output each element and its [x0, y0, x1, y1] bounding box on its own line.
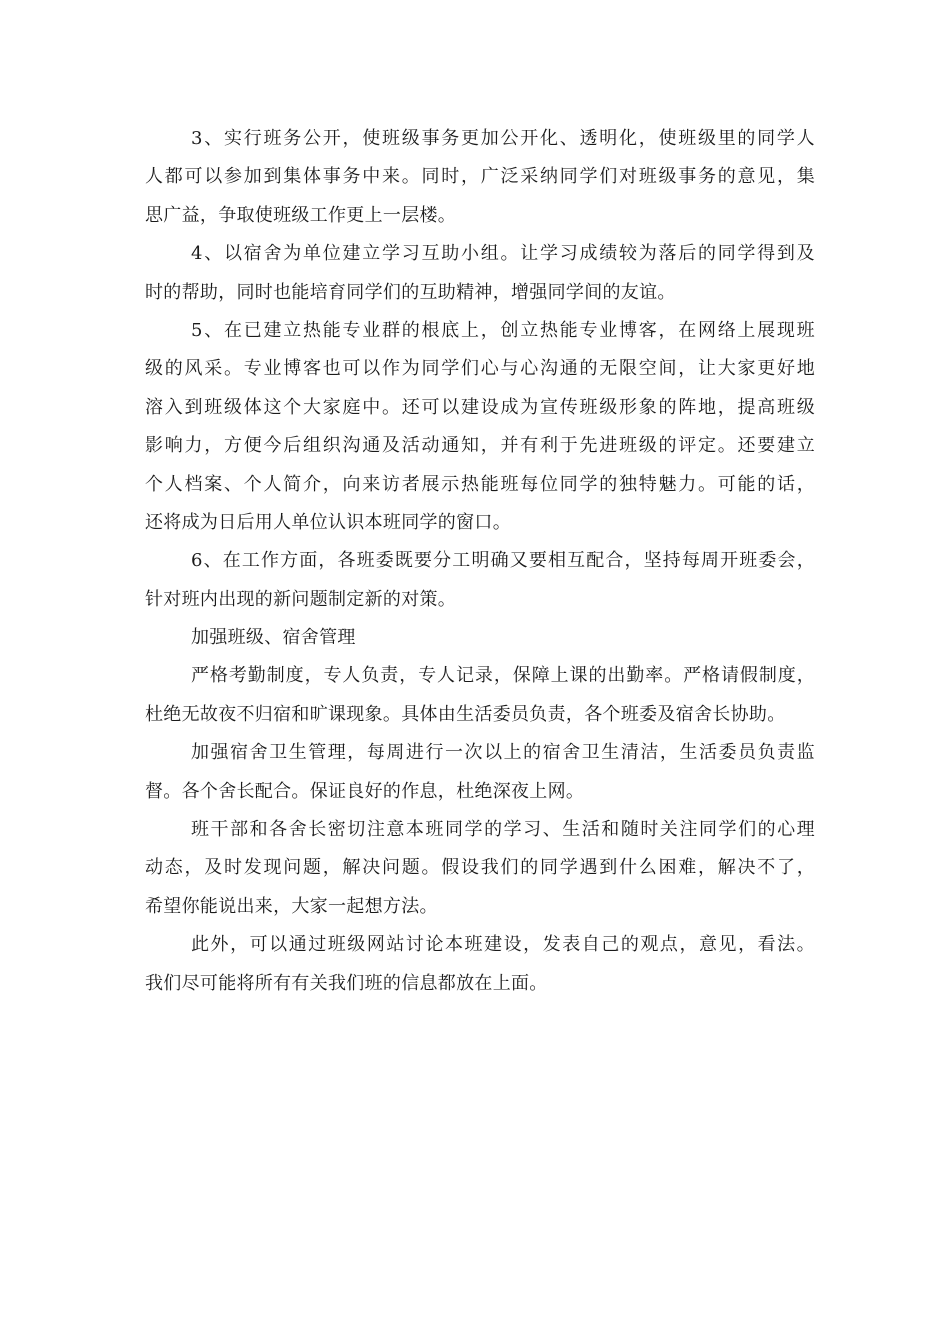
document-body	[145, 120, 815, 1003]
text-line: 此外，可以通过班级网站讨论本班建设，发表自己的观点，意见，看法。	[191, 934, 815, 956]
paragraph-3	[145, 312, 815, 542]
text-line: 溶入到班级体这个大家庭中。还可以建设成为宣传班级形象的阵地，提高班级	[145, 396, 815, 418]
text-line: 4、以宿舍为单位建立学习互助小组。让学习成绩较为落后的同学得到及	[191, 243, 815, 265]
text-line: 督。各个舍长配合。保证良好的作息，杜绝深夜上网。	[145, 780, 585, 802]
text-line: 加强宿舍卫生管理，每周进行一次以上的宿舍卫生清洁，生活委员负责监	[191, 742, 815, 764]
text-line: 个人档案、个人简介，向来访者展示热能班每位同学的独特魅力。可能的话，	[145, 473, 815, 495]
text-line: 思广益，争取使班级工作更上一层楼。	[145, 204, 457, 226]
paragraph-6	[145, 734, 815, 811]
paragraph-1	[145, 120, 815, 235]
paragraph-8	[145, 926, 815, 1003]
paragraph-5	[145, 657, 815, 734]
text-line: 时的帮助，同时也能培育同学们的互助精神，增强同学间的友谊。	[145, 281, 676, 303]
paragraph-7	[145, 811, 815, 926]
text-line: 5、在已建立热能专业群的根底上，创立热能专业博客，在网络上展现班	[191, 319, 815, 341]
text-line: 杜绝无故夜不归宿和旷课现象。具体由生活委员负责，各个班委及宿舍长协助。	[145, 703, 786, 725]
text-line: 影响力，方便今后组织沟通及活动通知，并有利于先进班级的评定。还要建立	[145, 435, 815, 457]
text-line: 6、在工作方面，各班委既要分工明确又要相互配合，坚持每周开班委会，	[191, 550, 815, 572]
text-line: 动态，及时发现问题，解决问题。假设我们的同学遇到什么困难，解决不了，	[145, 857, 815, 879]
text-line: 严格考勤制度，专人负责，专人记录，保障上课的出勤率。严格请假制度，	[191, 665, 815, 687]
section-heading	[145, 619, 815, 657]
text-line: 3、实行班务公开，使班级事务更加公开化、透明化，使班级里的同学人	[191, 128, 815, 149]
text-line: 人都可以参加到集体事务中来。同时，广泛采纳同学们对班级事务的意见，集	[145, 166, 815, 188]
paragraph-4	[145, 542, 815, 619]
text-line: 班干部和各舍长密切注意本班同学的学习、生活和随时关注同学们的心理	[191, 819, 815, 841]
text-line: 我们尽可能将所有有关我们班的信息都放在上面。	[145, 972, 548, 994]
text-line: 还将成为日后用人单位认识本班同学的窗口。	[145, 511, 511, 533]
paragraph-2	[145, 235, 815, 312]
text-line: 希望你能说出来，大家一起想方法。	[145, 895, 438, 917]
text-line: 针对班内出现的新问题制定新的对策。	[145, 588, 457, 610]
heading-line: 加强班级、宿舍管理	[191, 627, 356, 649]
text-line: 级的风采。专业博客也可以作为同学们心与心沟通的无限空间，让大家更好地	[145, 358, 815, 380]
